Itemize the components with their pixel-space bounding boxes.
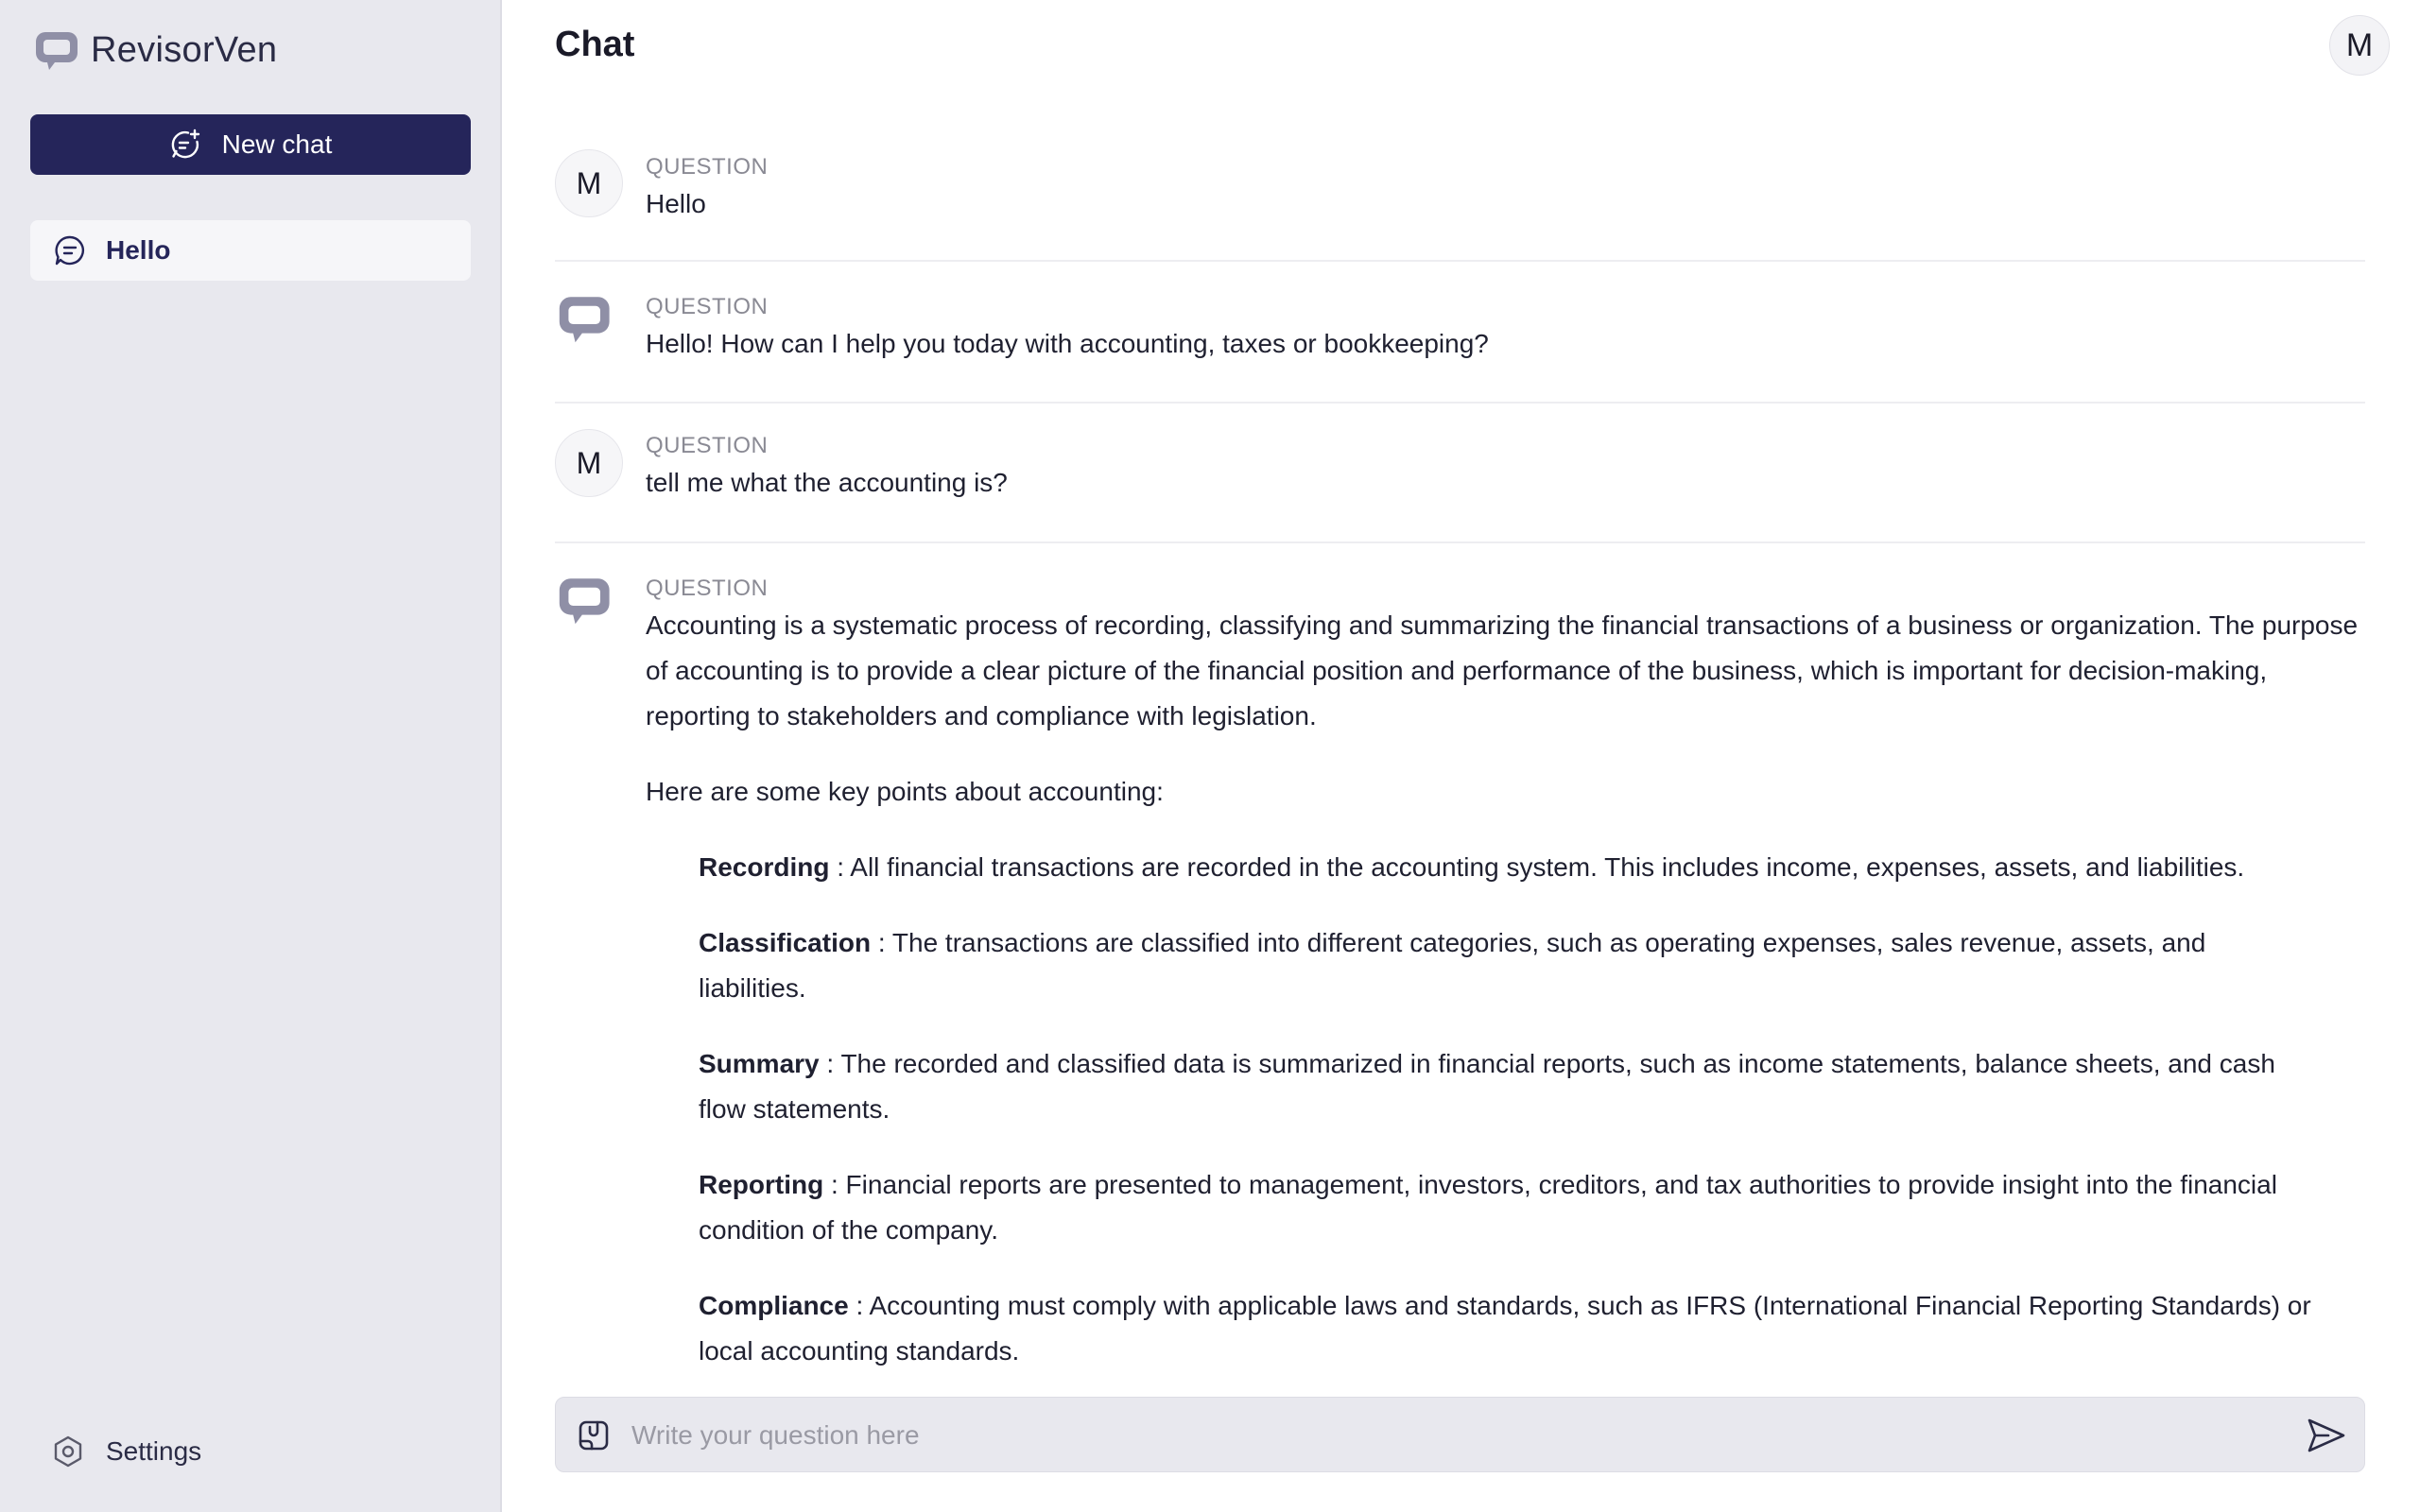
- question-composer: [555, 1397, 2365, 1472]
- gear-icon: [51, 1435, 85, 1469]
- sidebar-chat-item-hello[interactable]: [30, 220, 471, 281]
- page-title: Chat: [555, 25, 635, 64]
- message-label: QUESTION: [646, 154, 769, 180]
- settings-label: Settings: [106, 1436, 202, 1466]
- key-point: [699, 920, 2320, 1011]
- message-label: QUESTION: [646, 294, 769, 319]
- key-point-term: Summary: [699, 1049, 820, 1078]
- brand[interactable]: [32, 26, 277, 74]
- sidebar: [0, 0, 502, 1512]
- message-label: QUESTION: [646, 576, 769, 601]
- key-point-text: : All financial transactions are recorded in the accounting system. This includes income, expenses, assets, and liabilities.: [829, 852, 2245, 882]
- chat-bubble-icon: [53, 233, 87, 267]
- assistant-logo-icon: [555, 290, 612, 347]
- assistant-logo-icon: [555, 572, 612, 628]
- user-message-avatar: M: [555, 149, 623, 217]
- key-point-term: Classification: [699, 928, 872, 957]
- send-icon[interactable]: [2306, 1417, 2347, 1454]
- key-point-text: : The recorded and classified data is summarized in financial reports, such as income statements, balance sheets, and cash flow statements.: [699, 1049, 2275, 1124]
- message-assistant: [555, 262, 2365, 404]
- user-message-avatar: M: [555, 429, 623, 497]
- key-point-text: : The transactions are classified into different categories, such as operating expenses, sales revenue, assets, and liabilities.: [699, 928, 2206, 1003]
- key-point: [699, 845, 2320, 890]
- settings-button[interactable]: [51, 1431, 201, 1472]
- message-intro: Accounting is a systematic process of recording, classifying and summarizing the financial transactions of a business or organization. The purpose of accounting is to provide a clear picture of the financial position and performance of the business, which is important for decision-making, reporting to stakeholders and compliance with legislation.: [646, 610, 2359, 730]
- key-point: [699, 1162, 2320, 1253]
- key-point-text: : Financial reports are presented to management, investors, creditors, and tax authorities to provide insight into the financial condition of the company.: [699, 1170, 2277, 1245]
- key-points-list: [699, 845, 2365, 1374]
- message-text: Hello: [646, 189, 706, 218]
- logo-icon: [32, 28, 79, 72]
- key-point-term: Reporting: [699, 1170, 824, 1199]
- key-point: [699, 1041, 2320, 1132]
- key-point-term: Recording: [699, 852, 830, 882]
- message-text: tell me what the accounting is?: [646, 468, 1008, 497]
- key-point: [699, 1283, 2320, 1374]
- key-point-term: Compliance: [699, 1291, 849, 1320]
- message-user: [555, 404, 2365, 543]
- main-panel: [502, 0, 2420, 1512]
- new-chat-icon: [169, 129, 201, 161]
- new-chat-label: New chat: [221, 129, 333, 159]
- message-text: Hello! How can I help you today with accounting, taxes or bookkeeping?: [646, 329, 1489, 358]
- message-assistant: [555, 543, 2365, 1374]
- attach-file-icon[interactable]: [575, 1417, 613, 1454]
- message-list: [555, 142, 2365, 1389]
- new-chat-button[interactable]: [30, 114, 471, 175]
- sidebar-chat-label: Hello: [106, 235, 171, 265]
- brand-name: RevisorVen: [91, 29, 278, 70]
- message-lead: Here are some key points about accounting:: [646, 777, 1164, 806]
- question-input[interactable]: [631, 1411, 2276, 1460]
- message-label: QUESTION: [646, 433, 769, 458]
- message-user: [555, 142, 2365, 262]
- user-avatar[interactable]: M: [2329, 15, 2390, 76]
- key-point-text: : Accounting must comply with applicable laws and standards, such as IFRS (International Financial Reporting Standards) or local accounting standards.: [699, 1291, 2311, 1366]
